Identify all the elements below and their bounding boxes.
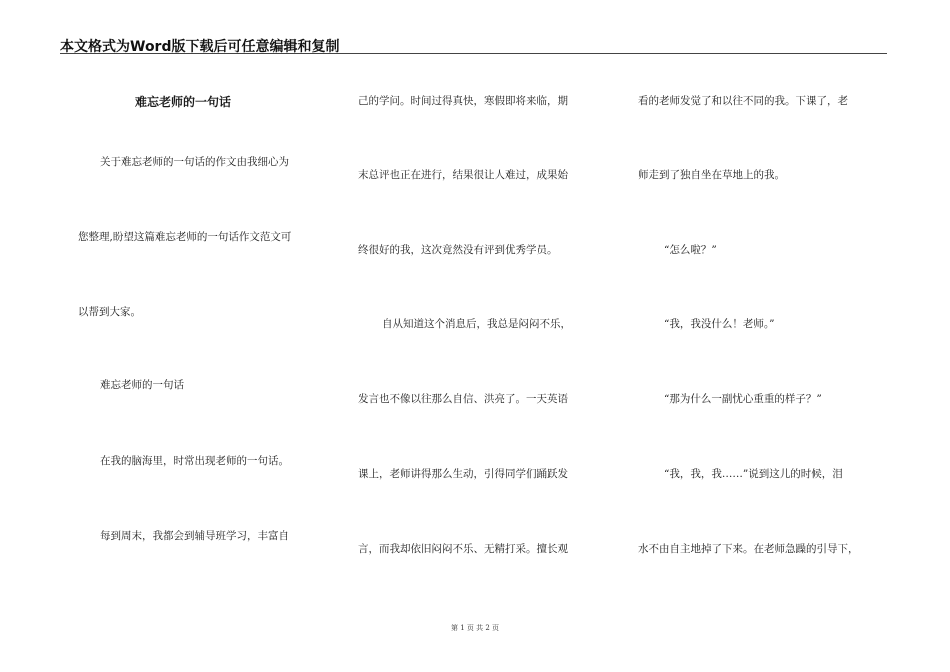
document-banner: 本文格式为Word版下载后可任意编辑和复制 (60, 39, 340, 55)
text-line: 师走到了独自坐在草地上的我。 (638, 169, 785, 181)
text-line: “我，我没什么！老师。” (664, 318, 775, 330)
text-line: 每到周末，我都会到辅导班学习，丰富自 (100, 530, 289, 542)
text-line: 己的学问。时间过得真快，寒假即将来临，期 (358, 95, 568, 107)
article-title: 难忘老师的一句话 (135, 95, 232, 109)
text-line: 您整理,盼望这篇难忘老师的一句话作文范文可 (78, 231, 292, 243)
text-line: 以帮到大家。 (78, 306, 141, 318)
text-line: “怎么啦？” (664, 244, 717, 256)
text-line: 看的老师发觉了和以往不同的我。下课了，老 (638, 95, 848, 107)
text-line: 在我的脑海里，时常出现老师的一句话。 (100, 455, 289, 467)
page-indicator: 第 1 页 共 2 页 (450, 624, 500, 632)
text-line: 发言也不像以往那么自信、洪亮了。一天英语 (358, 393, 568, 405)
text-line: 终很好的我，这次竟然没有评到优秀学员。 (358, 244, 558, 256)
text-line: 水不由自主地掉了下来。在老师急躁的引导下， (638, 543, 859, 555)
header-rule (60, 53, 887, 54)
text-line: “我，我，我……”说到这儿的时候，泪 (664, 468, 843, 480)
text-line: 关于难忘老师的一句话的作文由我细心为 (100, 156, 289, 168)
text-line: 末总评也正在进行，结果很让人难过，成果始 (358, 169, 568, 181)
text-line: 课上，老师讲得那么生动，引得同学们踊跃发 (358, 468, 568, 480)
text-line: “那为什么一副忧心重重的样子？” (664, 393, 822, 405)
section-heading: 难忘老师的一句话 (100, 379, 184, 391)
text-line: 自从知道这个消息后，我总是闷闷不乐， (382, 318, 571, 330)
text-line: 言，而我却依旧闷闷不乐、无精打采。擅长观 (358, 543, 568, 555)
